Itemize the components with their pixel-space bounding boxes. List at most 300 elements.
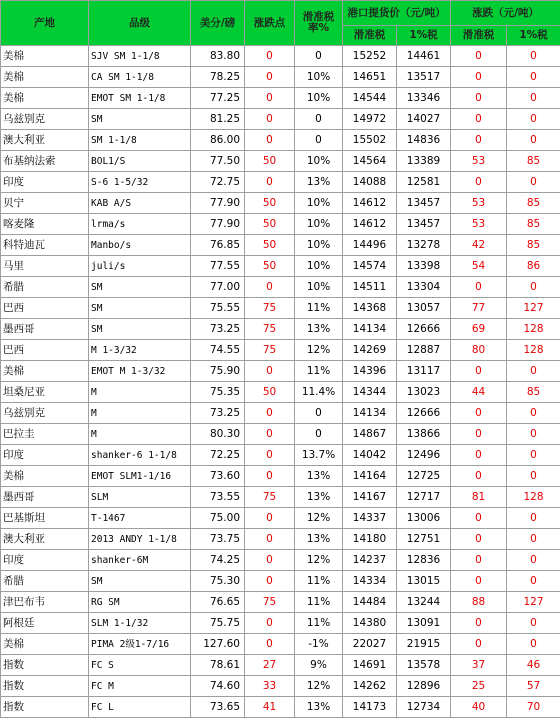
cell-price: 75.00 (191, 508, 245, 529)
cell-tax-rate: 12% (295, 676, 343, 697)
cell-origin: 巴西 (1, 298, 89, 319)
cell-origin: 科特迪瓦 (1, 235, 89, 256)
cell-port-one-percent-tax: 13866 (397, 424, 451, 445)
table-row (1, 67, 560, 88)
table-row (1, 319, 560, 340)
cell-tax-rate: 10% (295, 151, 343, 172)
cell-tax-rate: 0 (295, 403, 343, 424)
cell-change-one-percent-tax: 0 (507, 550, 560, 571)
table-row (1, 550, 560, 571)
cell-grade: SM (89, 109, 191, 130)
cell-change-point: 0 (245, 508, 295, 529)
cell-port-sliding-tax: 14088 (343, 172, 397, 193)
cell-price: 74.55 (191, 340, 245, 361)
table-row (1, 403, 560, 424)
cell-change-point: 0 (245, 634, 295, 655)
cell-grade: shanker-6 1-1/8 (89, 445, 191, 466)
cell-port-sliding-tax: 14262 (343, 676, 397, 697)
header-grade: 品级 (89, 1, 191, 46)
cell-grade: FC L (89, 697, 191, 718)
cell-port-one-percent-tax: 12896 (397, 676, 451, 697)
cell-port-sliding-tax: 14173 (343, 697, 397, 718)
cell-port-one-percent-tax: 12734 (397, 697, 451, 718)
header-change-point: 涨跌点 (245, 1, 295, 46)
cell-port-sliding-tax: 14269 (343, 340, 397, 361)
cell-change-point: 0 (245, 109, 295, 130)
cell-change-one-percent-tax: 0 (507, 172, 560, 193)
cell-price: 78.25 (191, 67, 245, 88)
cell-price: 86.00 (191, 130, 245, 151)
table-row (1, 571, 560, 592)
cell-port-one-percent-tax: 12496 (397, 445, 451, 466)
table-body (1, 46, 560, 718)
cell-change-sliding-tax: 42 (451, 235, 507, 256)
cell-port-sliding-tax: 14380 (343, 613, 397, 634)
cell-change-point: 0 (245, 466, 295, 487)
cell-change-one-percent-tax: 0 (507, 529, 560, 550)
cell-port-sliding-tax: 14972 (343, 109, 397, 130)
cell-grade: M (89, 403, 191, 424)
cell-origin: 马里 (1, 256, 89, 277)
cell-port-sliding-tax: 14368 (343, 298, 397, 319)
cell-grade: FC M (89, 676, 191, 697)
cell-port-one-percent-tax: 14027 (397, 109, 451, 130)
cell-port-one-percent-tax: 14836 (397, 130, 451, 151)
cell-tax-rate: 10% (295, 88, 343, 109)
cell-price: 127.60 (191, 634, 245, 655)
cell-change-one-percent-tax: 0 (507, 466, 560, 487)
cell-origin: 美棉 (1, 67, 89, 88)
cell-tax-rate: 13% (295, 172, 343, 193)
cell-tax-rate: 11% (295, 571, 343, 592)
cell-change-sliding-tax: 37 (451, 655, 507, 676)
cell-grade: M (89, 424, 191, 445)
cell-port-sliding-tax: 14134 (343, 319, 397, 340)
cell-change-one-percent-tax: 0 (507, 571, 560, 592)
table-row (1, 508, 560, 529)
cell-port-sliding-tax: 14544 (343, 88, 397, 109)
cell-price: 77.00 (191, 277, 245, 298)
cell-change-point: 75 (245, 487, 295, 508)
cell-price: 72.75 (191, 172, 245, 193)
cell-grade: Manbo/s (89, 235, 191, 256)
cell-tax-rate: 10% (295, 235, 343, 256)
table-row (1, 277, 560, 298)
cell-tax-rate: 11% (295, 361, 343, 382)
cell-change-one-percent-tax: 0 (507, 277, 560, 298)
cell-tax-rate: 13.7% (295, 445, 343, 466)
cell-change-point: 75 (245, 298, 295, 319)
cell-change-sliding-tax: 0 (451, 634, 507, 655)
cell-grade: PIMA 2级1-7/16 (89, 634, 191, 655)
cell-change-sliding-tax: 0 (451, 277, 507, 298)
cell-grade: SM (89, 571, 191, 592)
cell-port-one-percent-tax: 14461 (397, 46, 451, 67)
cell-change-one-percent-tax: 70 (507, 697, 560, 718)
cell-origin: 印度 (1, 550, 89, 571)
cell-origin: 布基纳法索 (1, 151, 89, 172)
cell-grade: SLM (89, 487, 191, 508)
cell-change-sliding-tax: 0 (451, 571, 507, 592)
table-row (1, 424, 560, 445)
cell-port-sliding-tax: 14612 (343, 214, 397, 235)
cell-port-sliding-tax: 22027 (343, 634, 397, 655)
cell-change-sliding-tax: 0 (451, 403, 507, 424)
cell-tax-rate: 11% (295, 298, 343, 319)
cell-port-sliding-tax: 14867 (343, 424, 397, 445)
cell-port-sliding-tax: 14691 (343, 655, 397, 676)
table-row (1, 256, 560, 277)
cell-change-point: 75 (245, 592, 295, 613)
table-row (1, 130, 560, 151)
cell-change-sliding-tax: 0 (451, 130, 507, 151)
cell-price: 77.90 (191, 193, 245, 214)
cell-grade: BOL1/S (89, 151, 191, 172)
cell-port-sliding-tax: 14651 (343, 67, 397, 88)
cell-grade: KAB A/S (89, 193, 191, 214)
header-port-price: 港口提货价（元/吨） (343, 1, 451, 26)
cell-change-sliding-tax: 0 (451, 613, 507, 634)
cell-change-point: 33 (245, 676, 295, 697)
cell-change-sliding-tax: 53 (451, 193, 507, 214)
cell-change-one-percent-tax: 0 (507, 67, 560, 88)
cell-change-one-percent-tax: 0 (507, 403, 560, 424)
cell-port-sliding-tax: 14574 (343, 256, 397, 277)
cell-change-one-percent-tax: 85 (507, 214, 560, 235)
cell-origin: 乌兹别克 (1, 403, 89, 424)
cell-tax-rate: 10% (295, 193, 343, 214)
cell-grade: SM (89, 298, 191, 319)
cell-price: 73.65 (191, 697, 245, 718)
table-row (1, 697, 560, 718)
cell-port-sliding-tax: 14612 (343, 193, 397, 214)
table-row (1, 46, 560, 67)
cell-change-one-percent-tax: 128 (507, 487, 560, 508)
cell-price: 73.60 (191, 466, 245, 487)
cell-change-point: 0 (245, 571, 295, 592)
cell-price: 74.25 (191, 550, 245, 571)
cell-change-point: 50 (245, 214, 295, 235)
cell-grade: EMOT SM 1-1/8 (89, 88, 191, 109)
cell-tax-rate: 12% (295, 550, 343, 571)
cell-change-one-percent-tax: 0 (507, 508, 560, 529)
cell-price: 73.75 (191, 529, 245, 550)
cell-change-point: 75 (245, 319, 295, 340)
cell-change-point: 0 (245, 445, 295, 466)
header-price: 美分/磅 (191, 1, 245, 46)
cell-origin: 津巴布韦 (1, 592, 89, 613)
cell-origin: 美棉 (1, 466, 89, 487)
cell-tax-rate: 13% (295, 487, 343, 508)
cell-change-point: 0 (245, 277, 295, 298)
cell-price: 72.25 (191, 445, 245, 466)
cell-port-sliding-tax: 14564 (343, 151, 397, 172)
cell-price: 73.25 (191, 403, 245, 424)
cell-origin: 墨西哥 (1, 487, 89, 508)
cell-origin: 澳大利亚 (1, 130, 89, 151)
table-row (1, 193, 560, 214)
cell-price: 77.50 (191, 151, 245, 172)
table-row (1, 340, 560, 361)
cell-port-sliding-tax: 15252 (343, 46, 397, 67)
cell-change-sliding-tax: 80 (451, 340, 507, 361)
cell-origin: 指数 (1, 655, 89, 676)
cell-port-sliding-tax: 14484 (343, 592, 397, 613)
cell-port-sliding-tax: 14337 (343, 508, 397, 529)
cell-grade: S-6 1-5/32 (89, 172, 191, 193)
cell-grade: M (89, 382, 191, 403)
cell-change-one-percent-tax: 128 (507, 340, 560, 361)
cell-change-point: 27 (245, 655, 295, 676)
cell-price: 81.25 (191, 109, 245, 130)
cell-port-one-percent-tax: 13057 (397, 298, 451, 319)
cell-port-sliding-tax: 14042 (343, 445, 397, 466)
cell-change-sliding-tax: 88 (451, 592, 507, 613)
cell-price: 73.25 (191, 319, 245, 340)
cell-change-point: 0 (245, 550, 295, 571)
cell-change-sliding-tax: 0 (451, 361, 507, 382)
table-row (1, 445, 560, 466)
cell-change-point: 50 (245, 382, 295, 403)
table-row (1, 298, 560, 319)
cell-port-one-percent-tax: 12666 (397, 403, 451, 424)
cell-origin: 指数 (1, 676, 89, 697)
cell-change-sliding-tax: 0 (451, 445, 507, 466)
cell-change-sliding-tax: 53 (451, 151, 507, 172)
cell-change-one-percent-tax: 57 (507, 676, 560, 697)
cell-tax-rate: 13% (295, 466, 343, 487)
cell-port-sliding-tax: 14164 (343, 466, 397, 487)
cell-port-sliding-tax: 15502 (343, 130, 397, 151)
cell-change-sliding-tax: 0 (451, 109, 507, 130)
cell-port-one-percent-tax: 13578 (397, 655, 451, 676)
cell-tax-rate: -1% (295, 634, 343, 655)
cell-change-point: 50 (245, 193, 295, 214)
table-row (1, 235, 560, 256)
cell-port-sliding-tax: 14334 (343, 571, 397, 592)
cell-price: 76.85 (191, 235, 245, 256)
cell-port-one-percent-tax: 13457 (397, 193, 451, 214)
cell-change-one-percent-tax: 0 (507, 361, 560, 382)
cell-origin: 澳大利亚 (1, 529, 89, 550)
table-header (1, 1, 560, 46)
cell-price: 76.65 (191, 592, 245, 613)
cell-port-one-percent-tax: 13457 (397, 214, 451, 235)
table-row (1, 214, 560, 235)
cell-grade: CA SM 1-1/8 (89, 67, 191, 88)
cell-origin: 希腊 (1, 277, 89, 298)
cell-change-one-percent-tax: 128 (507, 319, 560, 340)
cell-grade: SM (89, 319, 191, 340)
cell-change-one-percent-tax: 85 (507, 151, 560, 172)
cell-change-point: 0 (245, 172, 295, 193)
cell-port-one-percent-tax: 13023 (397, 382, 451, 403)
cell-tax-rate: 11% (295, 592, 343, 613)
cell-tax-rate: 0 (295, 109, 343, 130)
cell-change-sliding-tax: 54 (451, 256, 507, 277)
cell-price: 75.55 (191, 298, 245, 319)
cell-change-one-percent-tax: 0 (507, 424, 560, 445)
table-row (1, 109, 560, 130)
table-row (1, 676, 560, 697)
cell-port-one-percent-tax: 12581 (397, 172, 451, 193)
cell-port-sliding-tax: 14396 (343, 361, 397, 382)
cell-port-one-percent-tax: 13006 (397, 508, 451, 529)
cell-change-one-percent-tax: 0 (507, 88, 560, 109)
cell-port-one-percent-tax: 12836 (397, 550, 451, 571)
table-row (1, 151, 560, 172)
cell-price: 77.25 (191, 88, 245, 109)
cell-tax-rate: 0 (295, 130, 343, 151)
cell-change-sliding-tax: 0 (451, 172, 507, 193)
cell-port-one-percent-tax: 13517 (397, 67, 451, 88)
cell-port-sliding-tax: 14344 (343, 382, 397, 403)
cell-price: 73.55 (191, 487, 245, 508)
cell-change-one-percent-tax: 0 (507, 46, 560, 67)
table-row (1, 382, 560, 403)
table-row (1, 529, 560, 550)
cell-origin: 指数 (1, 697, 89, 718)
cell-origin: 乌兹别克 (1, 109, 89, 130)
cell-port-one-percent-tax: 12751 (397, 529, 451, 550)
cell-grade: RG SM (89, 592, 191, 613)
cell-change-point: 75 (245, 340, 295, 361)
cell-change-one-percent-tax: 0 (507, 445, 560, 466)
cell-change-one-percent-tax: 85 (507, 235, 560, 256)
cell-change-one-percent-tax: 127 (507, 298, 560, 319)
header-change-one-percent-tax: 1%税 (507, 26, 560, 46)
table-row (1, 487, 560, 508)
cell-change-one-percent-tax: 46 (507, 655, 560, 676)
cell-tax-rate: 12% (295, 340, 343, 361)
cell-port-one-percent-tax: 13278 (397, 235, 451, 256)
cell-change-point: 0 (245, 424, 295, 445)
header-tax-rate: 滑准税率% (295, 1, 343, 46)
cell-tax-rate: 13% (295, 319, 343, 340)
cell-grade: SM 1-1/8 (89, 130, 191, 151)
cell-origin: 美棉 (1, 88, 89, 109)
cell-price: 74.60 (191, 676, 245, 697)
cell-origin: 美棉 (1, 46, 89, 67)
table-row (1, 361, 560, 382)
cell-change-point: 0 (245, 130, 295, 151)
cell-port-one-percent-tax: 13244 (397, 592, 451, 613)
cell-tax-rate: 11.4% (295, 382, 343, 403)
cell-grade: 2013 ANDY 1-1/8 (89, 529, 191, 550)
cell-tax-rate: 10% (295, 214, 343, 235)
cell-change-one-percent-tax: 0 (507, 613, 560, 634)
cell-origin: 贝宁 (1, 193, 89, 214)
cell-grade: juli/s (89, 256, 191, 277)
cell-change-point: 0 (245, 88, 295, 109)
table-row (1, 466, 560, 487)
table-row (1, 172, 560, 193)
cell-tax-rate: 12% (295, 508, 343, 529)
cell-origin: 美棉 (1, 634, 89, 655)
cell-change-point: 0 (245, 403, 295, 424)
cell-port-sliding-tax: 14167 (343, 487, 397, 508)
cell-origin: 美棉 (1, 361, 89, 382)
cell-change-point: 0 (245, 46, 295, 67)
cell-port-sliding-tax: 14134 (343, 403, 397, 424)
table-row (1, 634, 560, 655)
cell-change-one-percent-tax: 0 (507, 130, 560, 151)
cell-change-sliding-tax: 53 (451, 214, 507, 235)
cell-change-sliding-tax: 25 (451, 676, 507, 697)
cell-tax-rate: 13% (295, 529, 343, 550)
cell-port-sliding-tax: 14496 (343, 235, 397, 256)
cell-port-sliding-tax: 14511 (343, 277, 397, 298)
header-change-sliding-tax: 滑准税 (451, 26, 507, 46)
cell-grade: FC S (89, 655, 191, 676)
cell-port-one-percent-tax: 13304 (397, 277, 451, 298)
cell-origin: 巴基斯坦 (1, 508, 89, 529)
table-row (1, 88, 560, 109)
cell-grade: SLM 1-1/32 (89, 613, 191, 634)
cell-price: 80.30 (191, 424, 245, 445)
cell-port-sliding-tax: 14237 (343, 550, 397, 571)
cell-change-sliding-tax: 40 (451, 697, 507, 718)
header-port-one-percent-tax: 1%税 (397, 26, 451, 46)
cell-origin: 喀麦隆 (1, 214, 89, 235)
cell-change-sliding-tax: 0 (451, 67, 507, 88)
cell-change-sliding-tax: 81 (451, 487, 507, 508)
cell-grade: EMOT SLM1-1/16 (89, 466, 191, 487)
cell-origin: 巴拉圭 (1, 424, 89, 445)
cell-change-one-percent-tax: 127 (507, 592, 560, 613)
cell-origin: 希腊 (1, 571, 89, 592)
header-port-sliding-tax: 滑准税 (343, 26, 397, 46)
cell-tax-rate: 10% (295, 256, 343, 277)
cell-tax-rate: 0 (295, 424, 343, 445)
cell-change-point: 41 (245, 697, 295, 718)
cell-origin: 印度 (1, 445, 89, 466)
cell-tax-rate: 10% (295, 277, 343, 298)
cell-port-one-percent-tax: 21915 (397, 634, 451, 655)
cell-origin: 阿根廷 (1, 613, 89, 634)
cell-port-one-percent-tax: 12666 (397, 319, 451, 340)
cell-grade: lrma/s (89, 214, 191, 235)
cell-tax-rate: 13% (295, 697, 343, 718)
cell-port-one-percent-tax: 13015 (397, 571, 451, 592)
cell-port-one-percent-tax: 12717 (397, 487, 451, 508)
cell-change-point: 0 (245, 529, 295, 550)
cell-change-sliding-tax: 0 (451, 508, 507, 529)
cell-change-sliding-tax: 44 (451, 382, 507, 403)
cell-grade: T-1467 (89, 508, 191, 529)
cell-price: 75.30 (191, 571, 245, 592)
cell-change-sliding-tax: 0 (451, 424, 507, 445)
cell-tax-rate: 11% (295, 613, 343, 634)
cell-tax-rate: 9% (295, 655, 343, 676)
cell-change-point: 50 (245, 151, 295, 172)
cell-price: 83.80 (191, 46, 245, 67)
cell-grade: SJV SM 1-1/8 (89, 46, 191, 67)
cell-price: 75.35 (191, 382, 245, 403)
cell-change-one-percent-tax: 0 (507, 109, 560, 130)
cell-grade: SM (89, 277, 191, 298)
cell-grade: EMOT M 1-3/32 (89, 361, 191, 382)
cell-origin: 印度 (1, 172, 89, 193)
cell-price: 75.90 (191, 361, 245, 382)
table-row (1, 655, 560, 676)
cell-change-sliding-tax: 77 (451, 298, 507, 319)
cell-change-sliding-tax: 0 (451, 88, 507, 109)
cell-port-one-percent-tax: 13091 (397, 613, 451, 634)
header-change: 涨跌（元/吨） (451, 1, 560, 26)
cell-change-point: 0 (245, 67, 295, 88)
cell-port-sliding-tax: 14180 (343, 529, 397, 550)
